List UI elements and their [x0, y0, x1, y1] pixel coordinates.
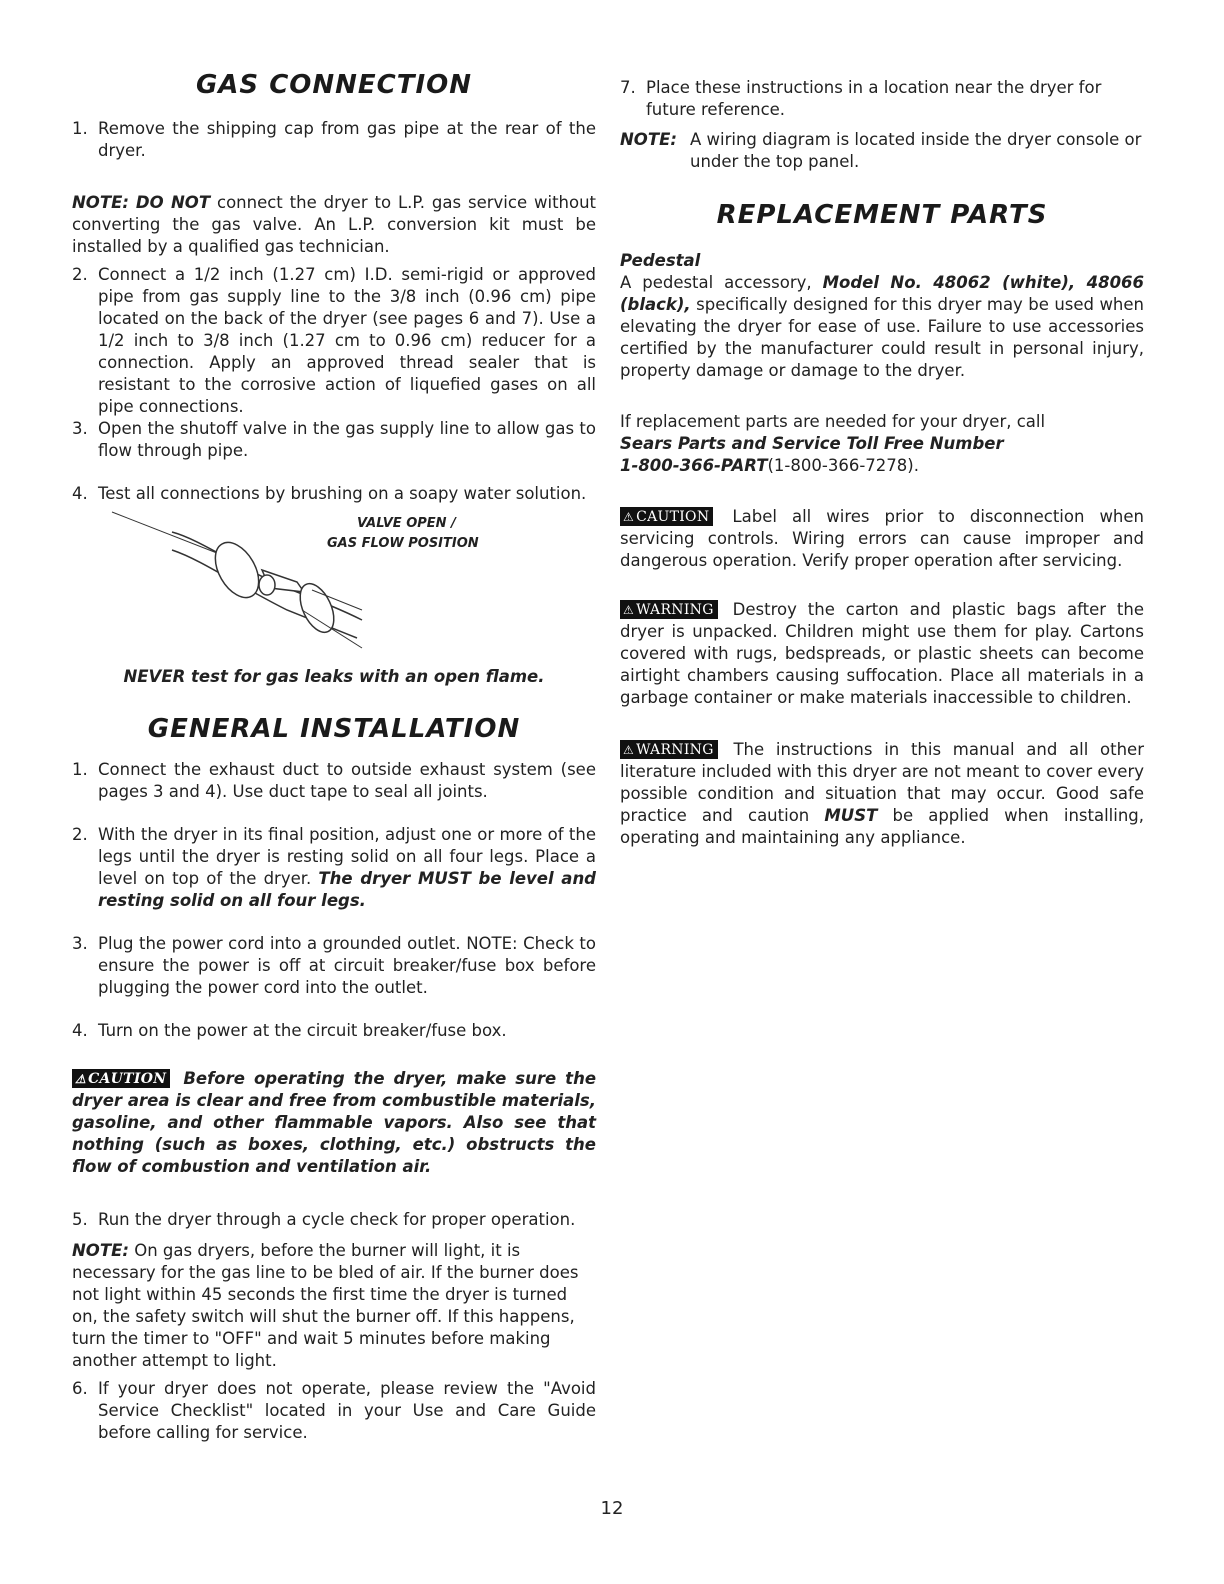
install-step-2: 2. With the dryer in its final position, adjust one or more of the legs until the dryer is resting solid on all four legs. Place a level on top of the dryer. The dryer MUST be level and resting solid on all four legs. [72, 825, 596, 910]
gas-connection-heading: GAS CONNECTION [195, 70, 473, 100]
gas-leak-warning: NEVER test for gas leaks with an open flame. [123, 667, 545, 686]
alert-triangle-icon: ⚠ [623, 510, 635, 524]
caution-badge: ⚠ CAUTION [620, 507, 713, 526]
install-step-4: 4. Turn on the power at the circuit breaker/fuse box. [72, 1021, 507, 1040]
install-note: NOTE: On gas dryers, before the burner will light, it is necessary for the gas line to be bled of air. If the burner does not light within 45 seconds the first time the dryer is turned on, the safety switch will shut the burner off. If this happens, turn the timer to "OFF" and wait 5 minutes before making another attempt to light. [72, 1241, 579, 1370]
pedestal-text: A pedestal accessory, Model No. 48062 (white), 48066 (black), specifically designed for this dryer may be used when elevating the dryer for ease of use. Failure to use accessories certified by the manufacturer could result in personal injury, property damage or damage to the dryer. [620, 273, 1145, 380]
parts-call-text: If replacement parts are needed for your dryer, call Sears Parts and Service Toll Free Number 1-800-366-PART(1-800-366-7278). [620, 412, 1046, 475]
page-number: 12 [600, 1498, 624, 1519]
general-warning: ⚠ WARNING The instructions in this manual and all other literature included with this dryer are not meant to cover every possible condition and situation that may occur. Good safe practice and caution MUST be applied when installing, operating and maintaining any appliance. [620, 740, 1145, 847]
sears-phone-heading: Sears Parts and Service Toll Free Number [620, 434, 1004, 453]
valve-figure [72, 510, 596, 660]
gas-step-2: 2. Connect a 1/2 inch (1.27 cm) I.D. semi-rigid or approved pipe from gas supply line to the 3/8 inch (0.96 cm) pipe located on the back of the dryer (see pages 6 and 7). Use a 1/2 inch to 3/8 inch (1.27 cm to 0.96 cm) reducer for a connection. Apply an approved thread sealer that is resistant to the corrosive action of liquefied gases on all pipe connections. [72, 265, 596, 416]
general-installation-heading: GENERAL INSTALLATION [147, 714, 521, 744]
install-step-5: 5. Run the dryer through a cycle check for proper operation. [72, 1210, 576, 1229]
alert-triangle-icon: ⚠ [623, 743, 635, 757]
caution-badge: ⚠ CAUTION [72, 1069, 170, 1088]
install-step-7: 7. Place these instructions in a location near the dryer for future reference. [620, 78, 1102, 119]
replacement-parts-heading: REPLACEMENT PARTS [716, 200, 1048, 230]
gas-step-3: 3. Open the shutoff valve in the gas supply line to allow gas to flow through pipe. [72, 419, 596, 460]
carton-warning: ⚠ WARNING Destroy the carton and plastic bags after the dryer is unpacked. Children might use them for play. Cartons covered with rugs, bedspreads, or plastic sheets can become airtight chambers causing suffocation. Place all materials in a garbage container or make materials inaccessible to children. [620, 600, 1145, 707]
alert-triangle-icon: ⚠ [75, 1072, 87, 1086]
valve-figure-label: VALVE OPEN / GAS FLOW POSITION [327, 516, 479, 551]
alert-triangle-icon: ⚠ [623, 603, 635, 617]
gas-note: NOTE: DO NOT connect the dryer to L.P. gas service without converting the gas valve. An L.P. conversion kit must be installed by a qualified gas technician. [72, 193, 597, 256]
gas-step-4: 4. Test all connections by brushing on a soapy water solution. [72, 484, 587, 503]
install-step-6: 6. If your dryer does not operate, please review the "Avoid Service Checklist" located in your Use and Care Guide before calling for service. [72, 1379, 596, 1442]
wiring-note: NOTE: A wiring diagram is located inside the dryer console or under the top panel. [620, 130, 1142, 171]
install-step-3: 3. Plug the power cord into a grounded outlet. NOTE: Check to ensure the power is off at circuit breaker/fuse box before plugging the power cord into the outlet. [72, 934, 596, 997]
warning-badge: ⚠ WARNING [620, 600, 718, 619]
gas-step-1: 1. Remove the shipping cap from gas pipe at the rear of the dryer. [72, 119, 596, 160]
install-step-1: 1. Connect the exhaust duct to outside exhaust system (see pages 3 and 4). Use duct tape to seal all joints. [72, 760, 596, 801]
install-caution: ⚠ CAUTION Before operating the dryer, make sure the dryer area is clear and free from combustible materials, gasoline, and other flammable vapors. Also see that nothing (such as boxes, clothing, etc.) obstructs the flow of combustion and ventilation air. [72, 1069, 597, 1176]
warning-badge: ⚠ WARNING [620, 740, 718, 759]
wiring-caution: ⚠ CAUTION Label all wires prior to disconnection when servicing controls. Wiring errors can cause improper and dangerous operation. Verify proper operation after servicing. [620, 507, 1145, 570]
pedestal-heading: Pedestal [620, 251, 701, 270]
